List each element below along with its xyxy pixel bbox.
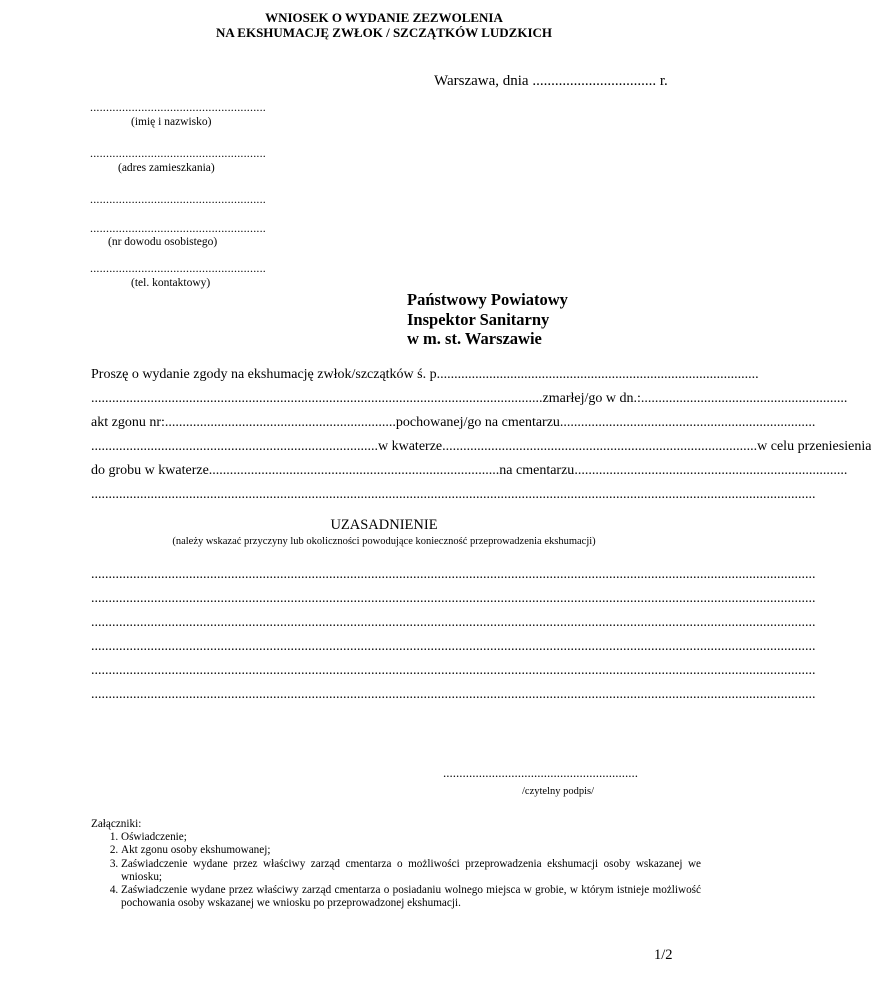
page-number: 1/2 — [654, 947, 673, 963]
applicant-address-dots[interactable]: ....................................................... — [90, 146, 266, 160]
cemetery-field-cont[interactable]: .................................................................................. — [91, 439, 378, 454]
request-line-2 — [91, 391, 848, 407]
signature-dots[interactable]: ............................................................ — [443, 765, 638, 780]
justification-line[interactable]: ............................................................................................................................................................................................................... — [91, 639, 816, 654]
signature-caption: /czytelny podpis/ — [522, 786, 595, 797]
justification-line[interactable]: ............................................................................................................................................................................................................... — [91, 591, 816, 606]
applicant-address2-dots[interactable]: ....................................................... — [90, 192, 266, 206]
request-line-4-text: w kwaterze — [378, 439, 443, 454]
justification-line[interactable]: ............................................................................................................................................................................................................... — [91, 687, 816, 702]
attachment-item: 3. Zaświadczenie wydane przez właściwy zarząd cmentarza o możliwości przeprowadzenia ekshumacji osoby wskazanej we wniosku; — [121, 858, 701, 884]
date-line: Warszawa, dnia ................................. r. — [434, 73, 668, 89]
applicant-address-caption: (adres zamieszkania) — [118, 162, 215, 174]
justification-line[interactable]: ............................................................................................................................................................................................................... — [91, 663, 816, 678]
target-cemetery-field[interactable]: .............................................................................. — [574, 463, 848, 478]
request-line-3 — [91, 415, 816, 431]
quarter-field[interactable]: .......................................................................................... — [442, 439, 758, 454]
applicant-id-caption: (nr dowodu osobistego) — [108, 236, 218, 248]
target-quarter-field[interactable]: ................................................................................... — [208, 463, 500, 478]
request-line-1-text: Proszę o wydanie zgody na ekshumację zwłok/szczątków ś. p. — [91, 367, 441, 382]
attachment-item: 2. Akt zgonu osoby ekshumowanej; — [121, 844, 701, 857]
recipient-line1: Państwowy Powiatowy — [407, 290, 568, 309]
justification-line[interactable]: ............................................................................................................................................................................................................... — [91, 567, 816, 582]
attachment-item: 1. Oświadczenie; — [121, 831, 701, 844]
request-line-5-label: do grobu w kwaterze — [91, 463, 209, 478]
deceased-name-field[interactable]: ........................................................................................... — [440, 367, 759, 382]
form-title-line2: NA EKSHUMACJĘ ZWŁOK / SZCZĄTKÓW LUDZKICH — [215, 25, 552, 40]
request-line-4 — [91, 439, 871, 455]
attachment-item: 4. Zaświadczenie wydane przez właściwy zarząd cmentarza o posiadaniu wolnego miejsca w grobie, w którym istnieje możliwość pochowania osoby wskazanej we wniosku po przeprowadzonej ekshumacji. — [121, 884, 701, 910]
attachments-label: Załączniki: — [91, 818, 142, 830]
justification-line[interactable]: ............................................................................................................................................................................................................... — [91, 615, 816, 630]
justification-subheading: (należy wskazać przyczyny lub okoliczności powodujące konieczność przeprowadzenia ekshumacji) — [172, 536, 596, 547]
death-date-field[interactable]: ........................................................... — [640, 391, 848, 406]
death-certificate-field[interactable]: .................................................................. — [164, 415, 396, 430]
request-line-2-text: zmarłej/go w dn.: — [542, 391, 641, 406]
attachments-list — [91, 831, 701, 910]
applicant-phone-caption: (tel. kontaktowy) — [131, 277, 211, 289]
request-line-4-text-b: w celu przeniesienia — [757, 439, 871, 454]
recipient-line3: w m. st. Warszawie — [407, 329, 542, 348]
cemetery-field[interactable]: ......................................................................... — [559, 415, 816, 430]
request-line-5 — [91, 463, 848, 479]
recipient-line2: Inspektor Sanitarny — [407, 309, 550, 329]
applicant-phone-dots[interactable]: ....................................................... — [90, 261, 266, 275]
attachments-block — [91, 818, 701, 910]
request-line-3-text: pochowanej/go na cmentarzu — [395, 415, 560, 430]
applicant-name-caption: (imię i nazwisko) — [131, 116, 212, 128]
request-line-5-text: na cmentarzu — [499, 463, 575, 478]
recipient-block — [407, 290, 568, 349]
request-line-6[interactable]: ............................................................................................................................................................................................................... — [91, 487, 816, 502]
applicant-name-dots[interactable]: ....................................................... — [90, 100, 266, 114]
form-title-line1: WNIOSEK O WYDANIE ZEZWOLENIA — [265, 10, 503, 25]
request-line-3-label: akt zgonu nr: — [91, 415, 165, 430]
request-line-1 — [91, 367, 759, 383]
applicant-id-dots[interactable]: ....................................................... — [90, 221, 266, 235]
deceased-name-field-cont[interactable]: ................................................................................................................................. — [91, 391, 543, 406]
justification-heading: UZASADNIENIE — [330, 517, 438, 533]
